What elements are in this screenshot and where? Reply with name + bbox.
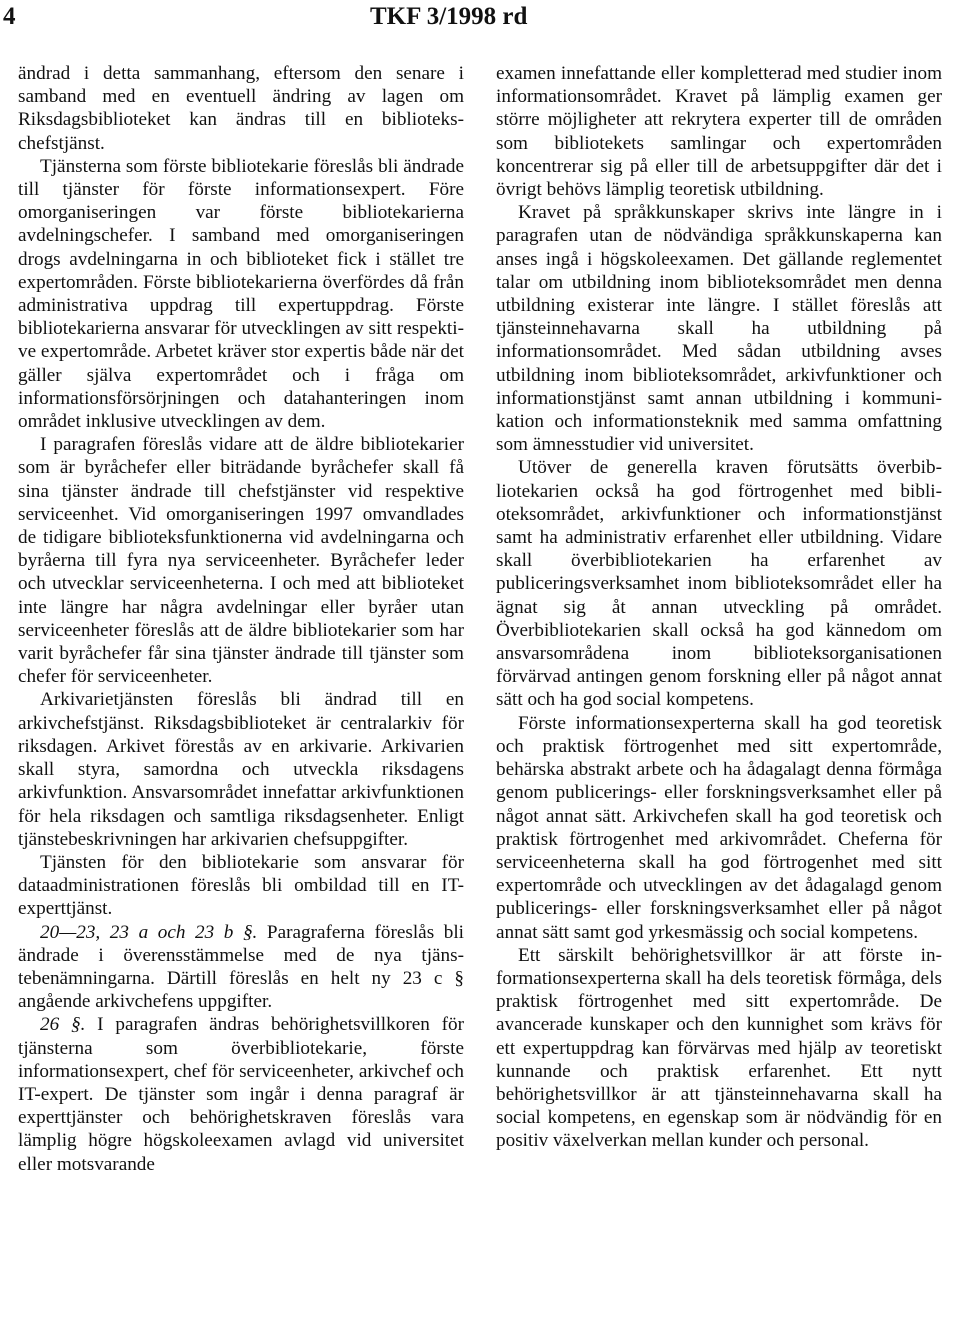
- paragraph: Förste informationsexperterna skall ha god teoretisk och praktisk förtrogenhet med sitt expertområde, behärska abstrakt arbete och ha ådagalagt denna förmåga genom publicerings- eller forskningsverksamhet eller på något annat sätt. Arkivchefen skall ha god teoretisk och praktisk förtrogenhet med arkivområdet. Cheferna för serviceenheterna skall ha god förtrogenhet med sitt expertområde och utvecklingen av det ådagalagd genom publicerings- eller forskningsverksamhet eller på något annat sätt samt god yrkesmässig och social kompetens.: [496, 712, 942, 943]
- section-reference: 20—23, 23 a och 23 b §.: [40, 921, 258, 943]
- section-text: Paragraferna föreslås bli ändrade i överensstämmelse med de nya tjänstebenämningarna. Därtill föreslås en helt ny 23 c § angående arkivchefens uppgifter.: [18, 921, 464, 1013]
- paragraph: Ett särskilt behörighetsvillkor är att förste informationsexperterna skall ha dels teoretisk förmåga, dels praktisk förtrogenhet med sitt expertområde. De avancerade kunskaper och den kunnighet som krävs för ett expertuppdrag kan förvärvas med hjälp av teoretiskt kunnande och praktisk erfarenhet. Ett nytt behörighetsvillkor är att tjänsteinnehavarna skall ha social kompetens, en egenskap som är nödvändig för en positiv växelverkan mellan kunder och personal.: [496, 944, 942, 1152]
- section-text: I paragrafen ändras behörighetsvillkoren för tjänsterna som överbibliotekarie, förste informationsexpert, chef för serviceenheter, arkivchef och IT-expert. De tjänster som ingår i denna paragraf är experttjänster och behörighetskraven föreslås vara lämplig högre högskoleexamen avlagd vid universitet eller motsvarande: [18, 1014, 464, 1175]
- left-column: [18, 62, 464, 1176]
- page-number: 4: [3, 3, 16, 30]
- section-paragraph-26: [18, 1013, 464, 1175]
- running-head: TKF 3/1998 rd: [370, 3, 528, 30]
- right-column: [496, 62, 942, 1153]
- page-header: [0, 0, 960, 40]
- paragraph: examen innefattande eller kompletterad med studier inom informationsområdet. Kravet på lämplig examen ger större möjligheter att rekrytera experter till de områden som bibliotekets samlingar och expertområden koncentrerar sig på eller till de arbetsuppgifter där det i övrigt behövs lämplig teoretisk utbildning.: [496, 63, 942, 201]
- paragraph: I paragrafen föreslås vidare att de äldre bibliotekarier som är byråchefer eller biträdande byråchefer skall få sina tjänster ändrade till chefstjänster vid respektive serviceenhet. Vid omorganiseringen 1997 omvandlades de tidigare biblioteksfunktionerna vid avdelningarna och byråerna till fyra nya serviceenheter. Byråchefer leder och utvecklar serviceenheterna. I och med att biblioteket inte längre har några avdelningar eller byråer utan serviceenheter föreslås att de äldre bibliotekarier som har varit byråchefer får sina tjänster ändrade till tjänster som chefer för serviceenheter.: [18, 434, 464, 688]
- paragraph: ändrad i detta sammanhang, eftersom den senare i samband med en eventuell ändring av lagen om Riksdagsbiblioteket kan ändras till en bibliotekschefstjänst.: [18, 63, 464, 154]
- paragraph: Tjänsten för den bibliotekarie som ansvarar för dataadministrationen föreslås bli ombildad till en IT-experttjänst.: [18, 851, 464, 920]
- section-reference: 26 §.: [40, 1014, 86, 1036]
- paragraph: Utöver de generella kraven förutsätts överbibliotekarien också ha god förtrogenhet med biblioteksområdet, arkivfunktioner och informationstjänst samt ha administrativ erfarenhet eller utbildning. Vidare skall överbibliotekarien ha erfarenhet av publiceringsverksamhet inom biblioteksområdet eller ha ägnat sig åt annan utveckling på området. Överbibliotekarien skall också ha god kännedom om ansvarsområdena inom biblioteksorganisationen förvärvad antingen genom forskning eller på något annat sätt och ha god social kompetens.: [496, 457, 942, 711]
- section-paragraph-20: [18, 921, 464, 1014]
- paragraph: Kravet på språkkunskaper skrivs inte längre in i paragrafen utan de nödvändiga språkkunskaperna kan anses ingå i högskoleexamen. Det gällande reglementet talar om utbildning inom biblioteksområdet men denna utbildning existerar inte längre. I stället föreslås att tjänsteinnehavarna skall ha utbildning på informationsområdet. Med sådan utbildning avses utbildning inom biblioteksområdet, arkivfunktioner och informationstjänst samt annan utbildning i kommunikation och informationsteknik med samma omfattning som ämnesstudier vid universitet.: [496, 202, 942, 456]
- paragraph: Arkivarietjänsten föreslås bli ändrad till en arkivchefstjänst. Riksdagsbiblioteket är centralarkiv för riksdagen. Arkivet förestås av en arkivarie. Arkivarien skall styra, samordna och utveckla riksdagens arkivfunktion. Ansvarsområdet innefattar arkivfunktionen för hela riksdagen och samtliga riksdagsenheter. Enligt tjänstebeskrivningen har arkivarien chefsuppgifter.: [18, 689, 464, 850]
- paragraph: Tjänsterna som förste bibliotekarie föreslås bli ändrade till tjänster för förste informationsexpert. Före omorganiseringen var förste bibliotekarierna avdelningschefer. I samband med omorganiseringen drogs avdelningarna in och biblioteket fick i stället tre expertområden. Förste bibliotekarierna överfördes då från administrativa uppdrag till expertuppdrag. Förste bibliotekarierna ansvarar för utvecklingen av sitt respektive expertområde. Arbetet kräver stor expertis både när det gäller själva expertområdet och i fråga om informationsförsörjningen och datahanteringen inom området inklusive utvecklingen av dem.: [18, 155, 464, 433]
